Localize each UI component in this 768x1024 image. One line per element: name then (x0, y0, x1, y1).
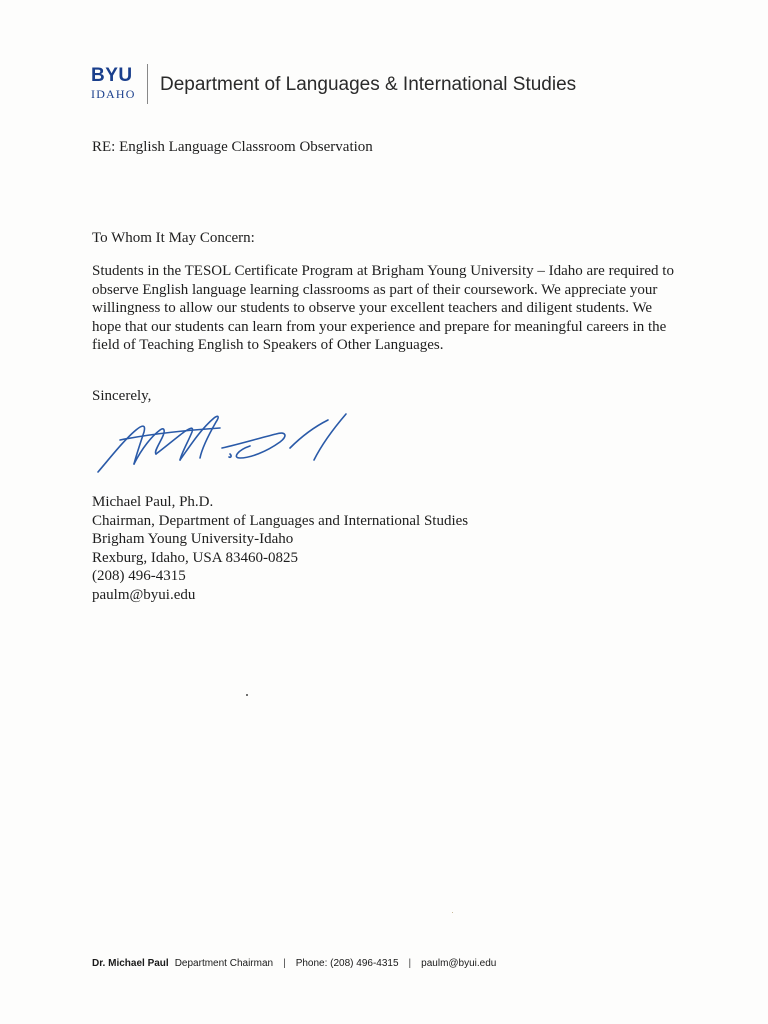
body-paragraph (92, 262, 702, 355)
scan-speck (246, 694, 248, 696)
letterhead (91, 66, 576, 104)
signatory-name: Michael Paul, Ph.D. (92, 494, 214, 510)
footer-name: Dr. Michael Paul (92, 958, 169, 969)
byu-idaho-logo (91, 66, 143, 101)
body-line: Students in the TESOL Certificate Program at Brigham Young University – Idaho are required to (92, 263, 674, 279)
signatory-title: Chairman, Department of Languages and International Studies (92, 512, 469, 529)
footer-role: Department Chairman (174, 958, 274, 969)
body-line: willingness to allow our students to observe your excellent teachers and diligent students. We (92, 300, 653, 316)
handwritten-signature (90, 408, 360, 478)
footer-phone: Phone: (208) 496-4315 (295, 958, 399, 969)
signatory-email[interactable]: paulm@byui.edu (92, 586, 196, 603)
scan-speck (452, 912, 453, 913)
signatory-phone: (208) 496-4315 (92, 568, 186, 584)
footer-separator: | (283, 958, 286, 969)
signature-block (92, 493, 468, 604)
footer-separator: | (408, 958, 412, 969)
letterhead-divider (147, 64, 148, 104)
logo-idaho-text: IDAHO (91, 87, 136, 101)
body-line: field of Teaching English to Speakers of Other Languages. (92, 337, 444, 353)
body-line: hope that our students can learn from your experience and prepare for meaningful careers in the (92, 318, 667, 335)
signatory-address: Rexburg, Idaho, USA 83460-0825 (92, 549, 298, 566)
signatory-institution: Brigham Young University-Idaho (92, 531, 294, 547)
closing: Sincerely, (92, 388, 152, 404)
body-line: observe English language learning classrooms as part of their coursework. We appreciate your (92, 281, 658, 298)
logo-byu-text: BYU (91, 65, 133, 86)
department-name: Department of Languages & International Studies (160, 74, 577, 95)
footer (92, 958, 496, 969)
footer-email[interactable]: paulm@byui.edu (421, 958, 497, 969)
subject-line: RE: English Language Classroom Observation (92, 139, 373, 155)
salutation: To Whom It May Concern: (92, 230, 255, 246)
